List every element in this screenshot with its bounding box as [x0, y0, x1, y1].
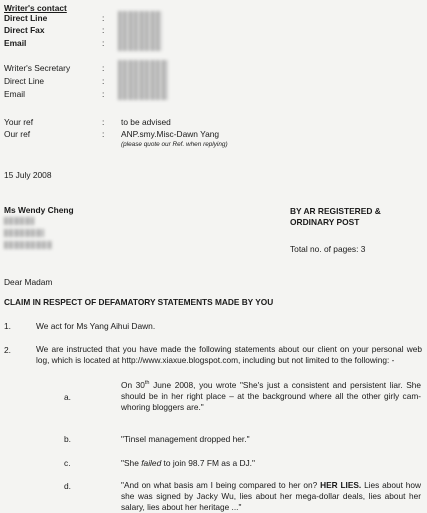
subject-line: CLAIM IN RESPECT OF DEFAMATORY STATEMENTS MADE BY YOU — [4, 297, 274, 307]
item-label: c. — [64, 458, 71, 468]
colon: : — [102, 25, 105, 35]
paragraph-text: We act for Ms Yang Aihui Dawn. — [36, 321, 156, 331]
colon: : — [102, 129, 105, 139]
our-ref-value: ANP.smy.Misc-Dawn Yang — [121, 129, 220, 139]
item-text: "And on what basis am I being compared to her on? HER LIES. Lies about how she was signed by Jacky Wu, lies about her mega-dollar deals, lies about her salary, lies about her heritage ..." — [121, 480, 421, 512]
item-label: a. — [64, 392, 71, 402]
item-label: b. — [64, 434, 71, 444]
direct-fax-label: Direct Fax — [4, 25, 45, 35]
contact-heading: Writer's contact — [4, 3, 67, 13]
colon: : — [102, 117, 105, 127]
colon: : — [102, 89, 105, 99]
total-pages: Total no. of pages: 3 — [290, 244, 366, 254]
our-ref-label: Our ref — [4, 129, 31, 139]
paragraph-number: 1. — [4, 321, 11, 331]
letter-date: 15 July 2008 — [4, 170, 52, 180]
item-text: On 30th June 2008, you wrote "She's just a consistent and persistent liar. She should be in her right place – at the background where all the other girly cam-whoring bloggers are." — [121, 380, 421, 412]
redacted-secretary — [118, 60, 168, 100]
redacted-address-3 — [4, 241, 52, 249]
colon: : — [102, 38, 105, 48]
delivery-line-1: BY AR REGISTERED & — [290, 206, 381, 216]
paragraph-text: We are instructed that you have made the following statements about our client on your personal web log, which is located at http://www.xiaxue.blogspot.com, including but not limited to the following: - — [36, 344, 422, 365]
your-ref-value: to be advised — [121, 117, 171, 127]
colon: : — [102, 13, 105, 23]
colon: : — [102, 63, 105, 73]
recipient-name: Ms Wendy Cheng — [4, 205, 74, 215]
sec-email-label: Email — [4, 89, 25, 99]
sec-direct-line-label: Direct Line — [4, 76, 45, 86]
item-text: "She failed to join 98.7 FM as a DJ." — [121, 458, 255, 468]
colon: : — [102, 76, 105, 86]
blog-link[interactable]: http://www.xiaxue.blogspot.com — [121, 355, 238, 365]
paragraph-number: 2. — [4, 345, 11, 355]
item-text: "Tinsel management dropped her." — [121, 434, 250, 444]
delivery-line-2: ORDINARY POST — [290, 217, 360, 227]
redacted-address-1 — [4, 217, 34, 225]
your-ref-label: Your ref — [4, 117, 34, 127]
salutation: Dear Madam — [4, 277, 53, 287]
our-ref-note: (please quote our Ref. when replying) — [121, 141, 228, 148]
email-label: Email — [4, 38, 27, 48]
item-label: d. — [64, 481, 71, 491]
direct-line-label: Direct Line — [4, 13, 48, 23]
secretary-label: Writer's Secretary — [4, 63, 71, 73]
redacted-address-2 — [4, 229, 44, 237]
redacted-contact — [118, 11, 162, 51]
